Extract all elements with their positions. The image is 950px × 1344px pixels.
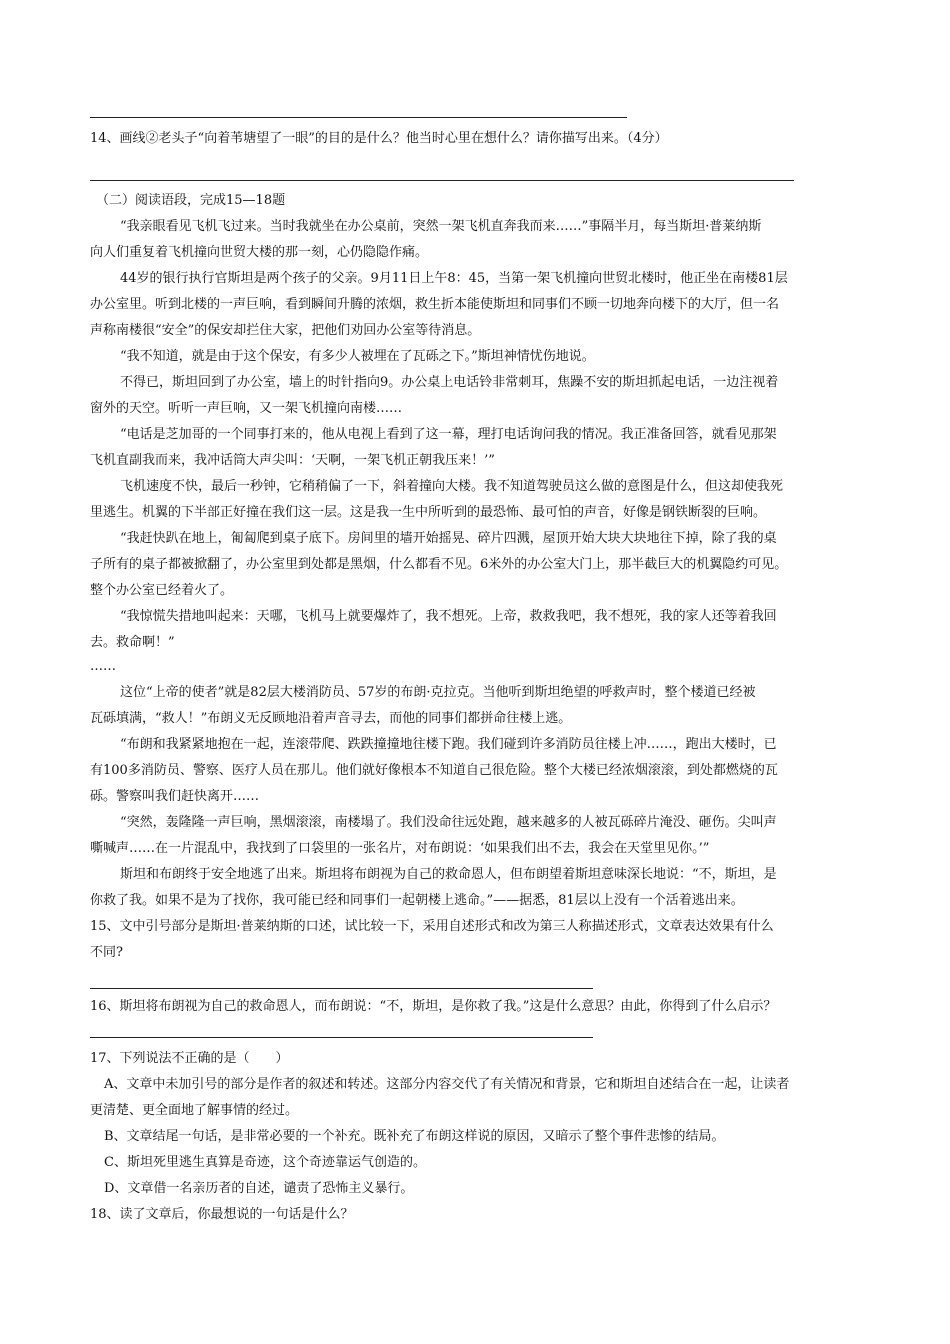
passage-line: 斯坦和布朗终于安全地逃了出来。斯坦将布朗视为自己的救命恩人，但布朗望着斯坦意味深长地说：“不，斯坦，是 bbox=[120, 867, 777, 882]
question-16: 16、斯坦将布朗视为自己的救命恩人，而布朗说：“不，斯坦，是你救了我。”这是什么意思？由此，你得到了什么启示？ bbox=[90, 999, 777, 1014]
passage-line: 不得已，斯坦回到了办公室，墙上的时针指向9。办公桌上电话铃非常刺耳，焦躁不安的斯坦抓起电话，一边注视着 bbox=[120, 375, 779, 390]
question-14: 14、画线②老头子“向着苇塘望了一眼”的目的是什么？他当时心里在想什么？请你描写出来。（4分） bbox=[90, 131, 668, 146]
passage-line: 飞机速度不快，最后一秒钟，它稍稍偏了一下，斜着撞向大楼。我不知道驾驶员这么做的意图是什么，但这却使我死 bbox=[120, 479, 784, 494]
passage-line: “我亲眼看见飞机飞过来。当时我就坐在办公桌前，突然一架飞机直奔我而来……”事隔半月，每当斯坦·普莱纳斯 bbox=[120, 219, 762, 234]
passage-line: 嘶喊声……在一片混乱中，我找到了口袋里的一张名片，对布朗说：‘如果我们出不去，我会在天堂里见你。’” bbox=[90, 841, 710, 856]
passage-line: “布朗和我紧紧地抱在一起，连滚带爬、跌跌撞撞地往楼下跑。我们碰到许多消防员往楼上冲……，跑出大楼时，已 bbox=[120, 737, 777, 752]
passage-line: 窗外的天空。听听一声巨响，又一架飞机撞向南楼…… bbox=[90, 401, 403, 416]
passage-line: 砾。警察叫我们赶快离开…… bbox=[90, 789, 260, 804]
passage-line: 有100多消防员、警察、医疗人员在那儿。他们就好像根本不知道自己很危险。整个大楼已经浓烟滚滚，到处都燃烧的瓦 bbox=[90, 763, 778, 778]
passage-line: “突然，轰隆隆一声巨响，黑烟滚滚，南楼塌了。我们没命往远处跑，越来越多的人被瓦砾碎片淹没、砸伤。尖叫声 bbox=[120, 815, 777, 830]
passage-line: 去。救命啊！” bbox=[90, 635, 175, 650]
option-b: B、文章结尾一句话，是非常必要的一个补充。既补充了布朗这样说的原因，又暗示了整个事件悲惨的结局。 bbox=[104, 1129, 725, 1144]
question-15: 15、文中引号部分是斯坦·普莱纳斯的口述，试比较一下，采用自述形式和改为第三人称描述形式，文章表达效果有什么 bbox=[90, 919, 774, 934]
question-17: 17、下列说法不正确的是（ ） bbox=[90, 1051, 289, 1066]
passage-line: 办公室里。听到北楼的一声巨响，看到瞬间升腾的浓烟，救生折本能使斯坦和同事们不顾一切地奔向楼下的大厅，但一名 bbox=[90, 297, 780, 312]
passage-line: 子所有的桌子都被掀翻了，办公室里到处都是黑烟，什么都看不见。6米外的办公室大门上，那半截巨大的机翼隐约可见。 bbox=[90, 557, 788, 572]
answer-line bbox=[90, 117, 627, 118]
passage-line: 声称南楼很“安全”的保安却拦住大家，把他们劝回办公室等待消息。 bbox=[90, 323, 481, 338]
option-c: C、斯坦死里逃生真算是奇迹，这个奇迹靠运气创造的。 bbox=[104, 1155, 426, 1170]
passage-line: 44岁的银行执行官斯坦是两个孩子的父亲。9月11日上午8：45，当第一架飞机撞向世贸北楼时，他正坐在南楼81层 bbox=[120, 271, 788, 286]
passage-line: 瓦砾填满，“救人！”布朗义无反顾地沿着声音寻去，而他的同事们都拼命往楼上逃。 bbox=[90, 711, 572, 726]
passage-line: 这位“上帝的使者”就是82层大楼消防员、57岁的布朗·克拉克。当他听到斯坦绝望的呼救声时，整个楼道已经被 bbox=[120, 685, 756, 700]
passage-line: 向人们重复着飞机撞向世贸大楼的那一刻，心仍隐隐作痛。 bbox=[90, 245, 429, 260]
passage-line: “我赶快趴在地上，匍匐爬到桌子底下。房间里的墙开始摇晃、碎片四溅，屋顶开始大块大块地往下掉，除了我的桌 bbox=[120, 531, 777, 546]
passage-line: 整个办公室已经着火了。 bbox=[90, 583, 234, 598]
option-d: D、文章借一名亲历者的自述，谴责了恐怖主义暴行。 bbox=[104, 1181, 414, 1196]
passage-line: 你救了我。如果不是为了找你，我可能已经和同事们一起朝楼上逃命。”——据悉，81层以上没有一个活着逃出来。 bbox=[90, 893, 744, 908]
question-18: 18、读了文章后，你最想说的一句话是什么？ bbox=[90, 1207, 354, 1222]
option-a-cont: 更清楚、更全面地了解事情的经过。 bbox=[90, 1103, 299, 1118]
passage-line: “我不知道，就是由于这个保安，有多少人被埋在了瓦砾之下。”斯坦神情忧伤地说。 bbox=[120, 349, 595, 364]
passage-line: “我惊慌失措地叫起来：天哪，飞机马上就要爆炸了，我不想死。上帝，救救我吧，我不想死，我的家人还等着我回 bbox=[120, 609, 777, 624]
passage-line: 飞机直副我而来，我冲话筒大声尖叫：‘天啊，一架飞机正朝我压来！’” bbox=[90, 453, 495, 468]
section-title: （二）阅读语段，完成15—18题 bbox=[96, 193, 286, 208]
answer-line bbox=[90, 988, 593, 989]
passage-line: 里逃生。机翼的下半部正好撞在我们这一层。这是我一生中所听到的最恐怖、最可怕的声音，好像是钢铁断裂的巨响。 bbox=[90, 505, 767, 520]
answer-line bbox=[90, 180, 794, 181]
answer-line bbox=[90, 1037, 593, 1038]
question-15-cont: 不同? bbox=[90, 945, 123, 960]
option-a: A、文章中未加引号的部分是作者的叙述和转述。这部分内容交代了有关情况和背景，它和斯坦自述结合在一起，让读者 bbox=[104, 1077, 790, 1092]
passage-line: “电话是芝加哥的一个同事打来的，他从电视上看到了这一幕，理打电话询问我的情况。我正准备回答，就看见那架 bbox=[120, 427, 777, 442]
passage-ellipsis: …… bbox=[90, 659, 116, 674]
